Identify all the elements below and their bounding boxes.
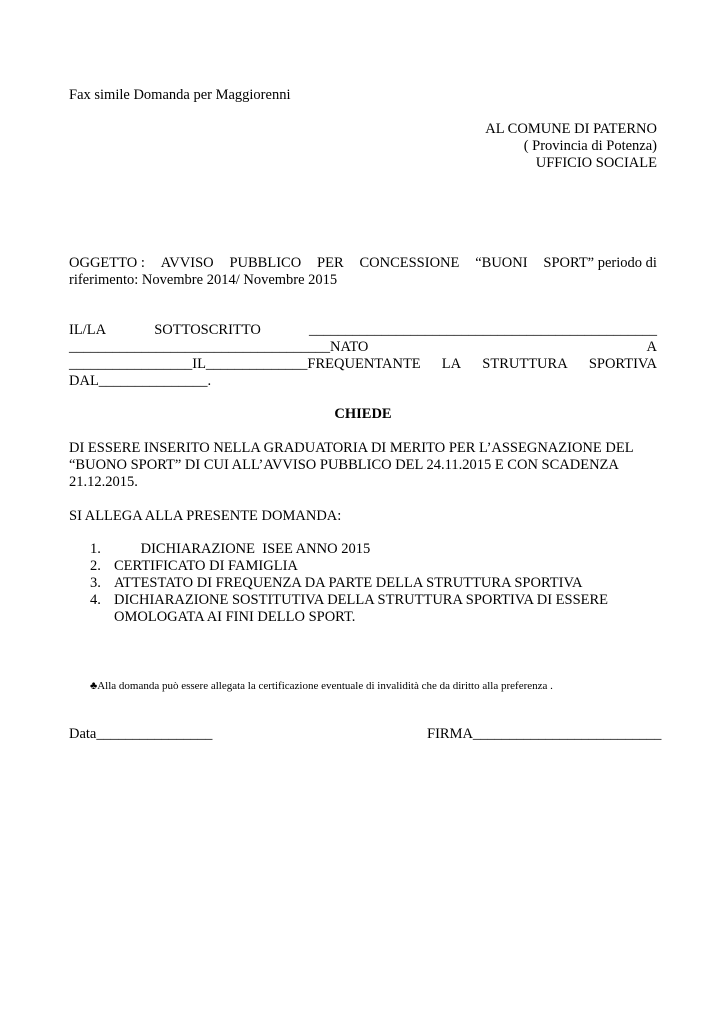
list-number: 3. [90,575,101,591]
birthdate-field: _________________IL______________FREQUENTANTE [69,356,421,372]
birthplace-field: ____________________________________NATO [69,339,369,355]
subject-line [69,255,657,272]
subject-word: AVVISO [160,255,214,271]
applicant-word: SOTTOSCRITTO [154,322,261,338]
applicant-line [69,339,657,356]
request-line: 21.12.2015. [69,474,138,490]
request-line: “BUONO SPORT” DI CUI ALL’AVVISO PUBBLICO DEL 24.11.2015 E CON SCADENZA [69,457,619,473]
subject-word: OGGETTO : [69,255,145,271]
applicant-line [69,322,657,339]
list-item [90,558,650,575]
club-icon: ♣ [90,680,98,692]
list-item [90,541,650,558]
recipient-block [357,121,657,172]
note-text: Alla domanda può essere allegata la certificazione eventuale di invalidità che da diritto alla preferenza . [97,680,553,692]
applicant-word: SPORTIVA [588,356,657,372]
date-field: Data________________ [69,726,213,742]
subject-word: SPORT” periodo di [543,255,657,271]
list-number: 1. [90,541,101,557]
subject-word: PER [317,255,344,271]
document-title: Fax simile Domanda per Maggiorenni [69,87,291,103]
signature-field: FIRMA__________________________ [427,726,662,742]
list-item [90,592,650,609]
subject-line: riferimento: Novembre 2014/ Novembre 2015 [69,272,338,288]
subject-word: PUBBLICO [229,255,302,271]
recipient-line: UFFICIO SOCIALE [535,155,657,171]
list-item-continuation: OMOLOGATA AI FINI DELLO SPORT. [114,609,356,625]
list-text: ATTESTATO DI FREQUENZA DA PARTE DELLA STRUTTURA SPORTIVA [114,575,583,591]
applicant-word: A [646,339,657,355]
list-number: 4. [90,592,101,608]
recipient-line: AL COMUNE DI PATERNO [485,121,657,137]
attachments-intro: SI ALLEGA ALLA PRESENTE DOMANDA: [69,508,342,524]
applicant-name-field: ________________________________________________ [308,322,657,338]
request-heading: CHIEDE [334,406,392,422]
applicant-line [69,356,657,373]
list-text: DICHIARAZIONE ISEE ANNO 2015 [137,541,371,557]
note-line [90,678,553,695]
list-text: CERTIFICATO DI FAMIGLIA [114,558,298,574]
list-text: DICHIARAZIONE SOSTITUTIVA DELLA STRUTTURA SPORTIVA DI ESSERE [114,592,609,608]
applicant-word: STRUTTURA [482,356,568,372]
subject-word: “BUONI [475,255,528,271]
recipient-line: ( Provincia di Potenza) [523,138,657,154]
list-item [90,575,650,592]
subject-word: CONCESSIONE [359,255,460,271]
applicant-word: IL/LA [69,322,107,338]
request-line: DI ESSERE INSERITO NELLA GRADUATORIA DI MERITO PER L’ASSEGNAZIONE DEL [69,440,634,456]
attachments-list [90,541,650,626]
since-date-field: DAL_______________. [69,373,212,389]
applicant-word: LA [441,356,462,372]
list-number: 2. [90,558,101,574]
